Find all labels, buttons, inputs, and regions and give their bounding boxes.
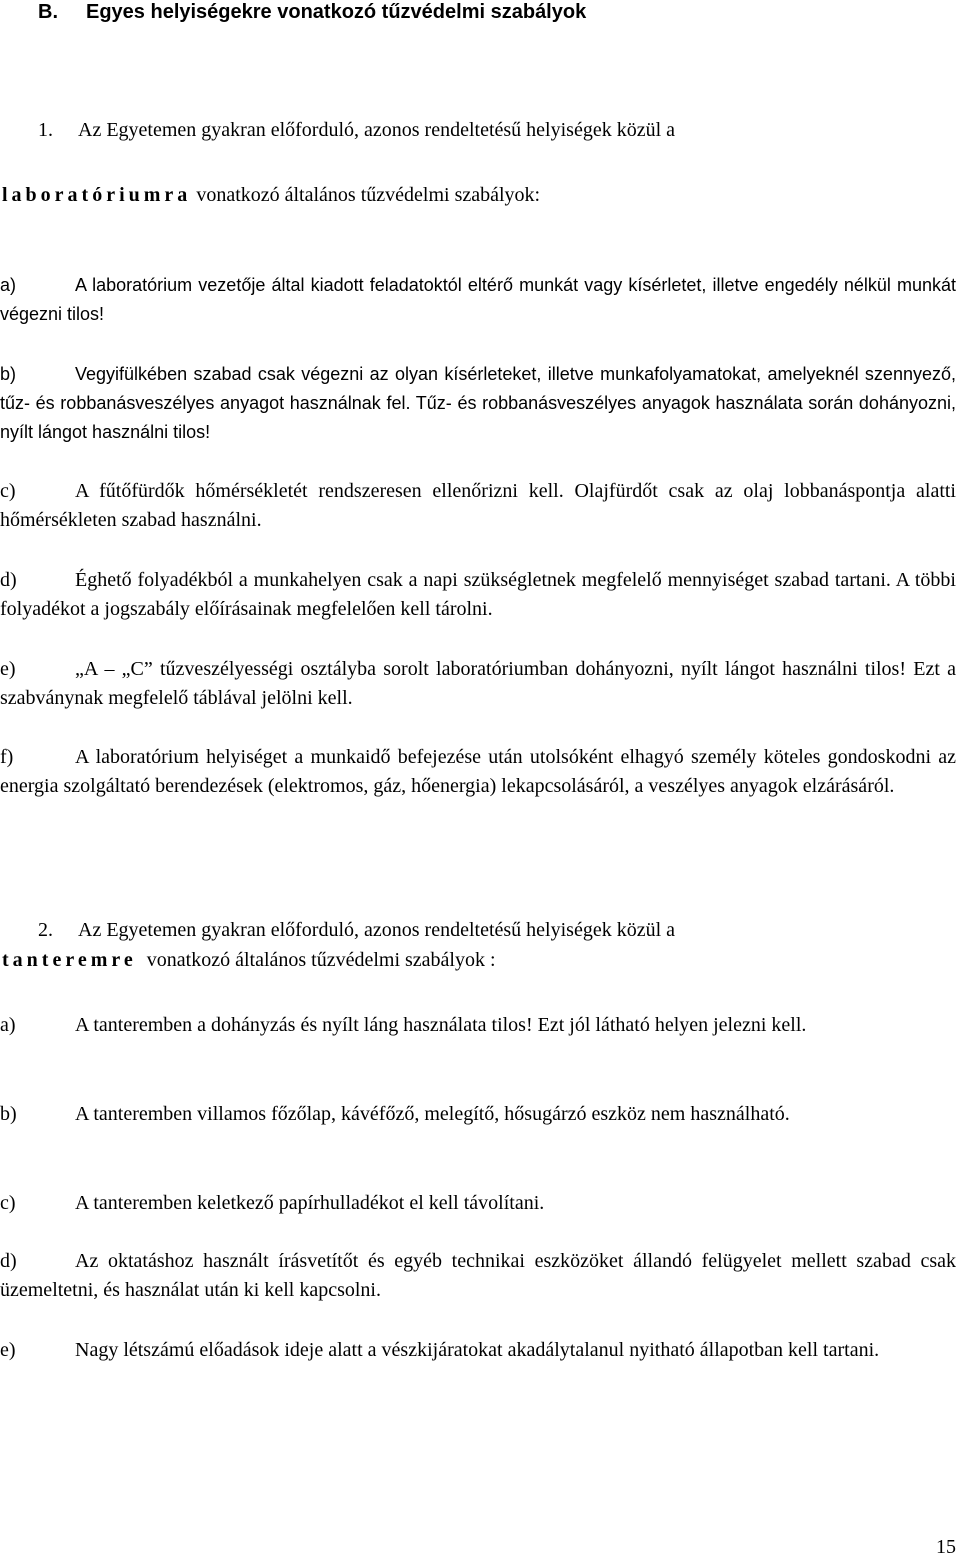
section-1-subject: laboratóriumra (2, 184, 192, 206)
section-heading (38, 0, 586, 26)
section-1-intro-text: Az Egyetemen gyakran előforduló, azonos rendeltetésű helyiségek közül a (78, 119, 676, 141)
lab-rule-b (0, 360, 956, 447)
classroom-rule-b (0, 1100, 956, 1129)
heading-title: Egyes helyiségekre vonatkozó tűzvédelmi szabályok (86, 1, 587, 23)
heading-letter: B. (38, 1, 58, 23)
section-2-intro-text: Az Egyetemen gyakran előforduló, azonos rendeltetésű helyiségek közül a (78, 919, 676, 941)
classroom-rule-d-marker: d) (0, 1250, 17, 1272)
classroom-rule-e-text: Nagy létszámú előadások ideje alatt a vészkijáratokat akadálytalanul nyitható állapotban kell tartani. (75, 1339, 880, 1361)
classroom-rule-a (0, 1011, 956, 1040)
section-2-intro (38, 916, 675, 945)
classroom-rule-a-text: A tanteremben a dohányzás és nyílt láng használata tilos! Ezt jól látható helyen jelezni kell. (75, 1014, 807, 1036)
lab-rule-a-text: A laboratórium vezetője által kiadott feladatoktól eltérő munkát vagy kísérletet, illetve engedély nélkül munkát végezni tilos! (0, 275, 956, 324)
lab-rule-d-text: Éghető folyadékból a munkahelyen csak a napi szükségletnek megfelelő mennyiséget szabad tartani. A többi folyadékot a jogszabály előírásainak megfelelően kell tárolni. (0, 569, 956, 620)
lab-rule-f-text: A laboratórium helyiséget a munkaidő befejezése után utolsóként elhagyó személy köteles gondoskodni az energia szolgáltató berendezések (elektromos, gáz, hőenergia) lekapcsolásáról, a veszélyes anyagok elzárásáról. (0, 746, 956, 797)
lab-rule-c-marker: c) (0, 480, 16, 502)
lab-rule-f-marker: f) (0, 746, 14, 768)
lab-rule-d-marker: d) (0, 569, 17, 591)
classroom-rule-d (0, 1247, 956, 1305)
classroom-rule-e (0, 1336, 956, 1365)
lab-rule-a-marker: a) (0, 275, 17, 295)
classroom-rule-c (0, 1189, 956, 1218)
lab-rule-c-text: A fűtőfürdők hőmérsékletét rendszeresen ellenőrizni kell. Olajfürdőt csak az olaj lobbanáspontja alatti hőmérsékleten szabad használni. (0, 480, 956, 531)
section-1-intro (38, 116, 675, 145)
section-2-subject-line (2, 946, 496, 975)
section-2-number: 2. (38, 919, 53, 941)
classroom-rule-e-marker: e) (0, 1339, 16, 1361)
classroom-rule-b-marker: b) (0, 1103, 17, 1125)
lab-rule-e-marker: e) (0, 658, 16, 680)
lab-rule-b-marker: b) (0, 364, 17, 384)
classroom-rule-d-text: Az oktatáshoz használt írásvetítőt és egyéb technikai eszközöket állandó felügyelet mellett szabad csak üzemeltetni, és használat után ki kell kapcsolni. (0, 1250, 956, 1301)
lab-rule-c (0, 477, 956, 535)
lab-rule-f (0, 743, 956, 801)
classroom-rule-a-marker: a) (0, 1014, 16, 1036)
page-number: 15 (936, 1536, 956, 1558)
classroom-rule-c-marker: c) (0, 1192, 16, 1214)
lab-rule-a (0, 271, 956, 329)
section-1-number: 1. (38, 119, 53, 141)
section-1-subject-line (2, 181, 540, 210)
section-1-subject-rest: vonatkozó általános tűzvédelmi szabályok: (196, 184, 541, 206)
classroom-rule-b-text: A tanteremben villamos főzőlap, kávéfőző, melegítő, hősugárzó eszköz nem használható. (75, 1103, 790, 1125)
classroom-rule-c-text: A tanteremben keletkező papírhulladékot el kell távolítani. (75, 1192, 545, 1214)
lab-rule-e (0, 655, 956, 713)
lab-rule-d (0, 566, 956, 624)
section-2-subject: tanteremre (2, 949, 137, 971)
section-2-subject-rest: vonatkozó általános tűzvédelmi szabályok : (146, 949, 496, 971)
lab-rule-e-text: „A – „C” tűzveszélyességi osztályba sorolt laboratóriumban dohányozni, nyílt lángot használni tilos! Ezt a szabványnak megfelelő táblával jelölni kell. (0, 658, 956, 709)
lab-rule-b-text: Vegyifülkében szabad csak végezni az olyan kísérleteket, illetve munkafolyamatokat, amelyeknél szennyező, tűz- és robbanásveszélyes anyagot használnak fel. Tűz- és robbanásveszélyes anyagok használata során dohányozni, nyílt lángot használni tilos! (0, 364, 956, 442)
